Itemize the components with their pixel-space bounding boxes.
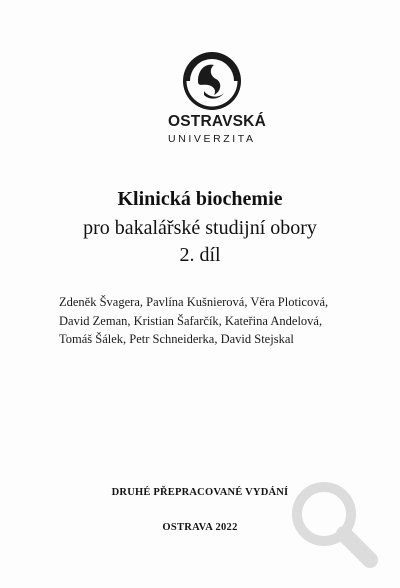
university-name: OSTRAVSKÁ — [168, 113, 266, 130]
book-title: Klinická biochemie — [117, 188, 283, 210]
zoom-watermark-icon — [286, 476, 382, 572]
author-line: David Zeman, Kristian Šafarčík, Kateřina Andelová, — [59, 313, 323, 328]
university-subtitle: UNIVERZITA — [168, 133, 256, 145]
edition-label: DRUHÉ PŘEPRACOVANÉ VYDÁNÍ — [111, 487, 289, 498]
place-year-label: OSTRAVA 2022 — [162, 522, 238, 533]
book-subtitle: pro bakalářské studijní obory — [83, 217, 317, 239]
book-part: 2. díl — [179, 244, 221, 266]
author-line: Zdeněk Švagera, Pavlína Kušnierová, Věra Ploticová, — [59, 295, 329, 309]
university-logo-icon — [176, 49, 248, 113]
author-line: Tomáš Šálek, Petr Schneiderka, David Stejskal — [59, 332, 294, 346]
author-list — [59, 293, 379, 349]
